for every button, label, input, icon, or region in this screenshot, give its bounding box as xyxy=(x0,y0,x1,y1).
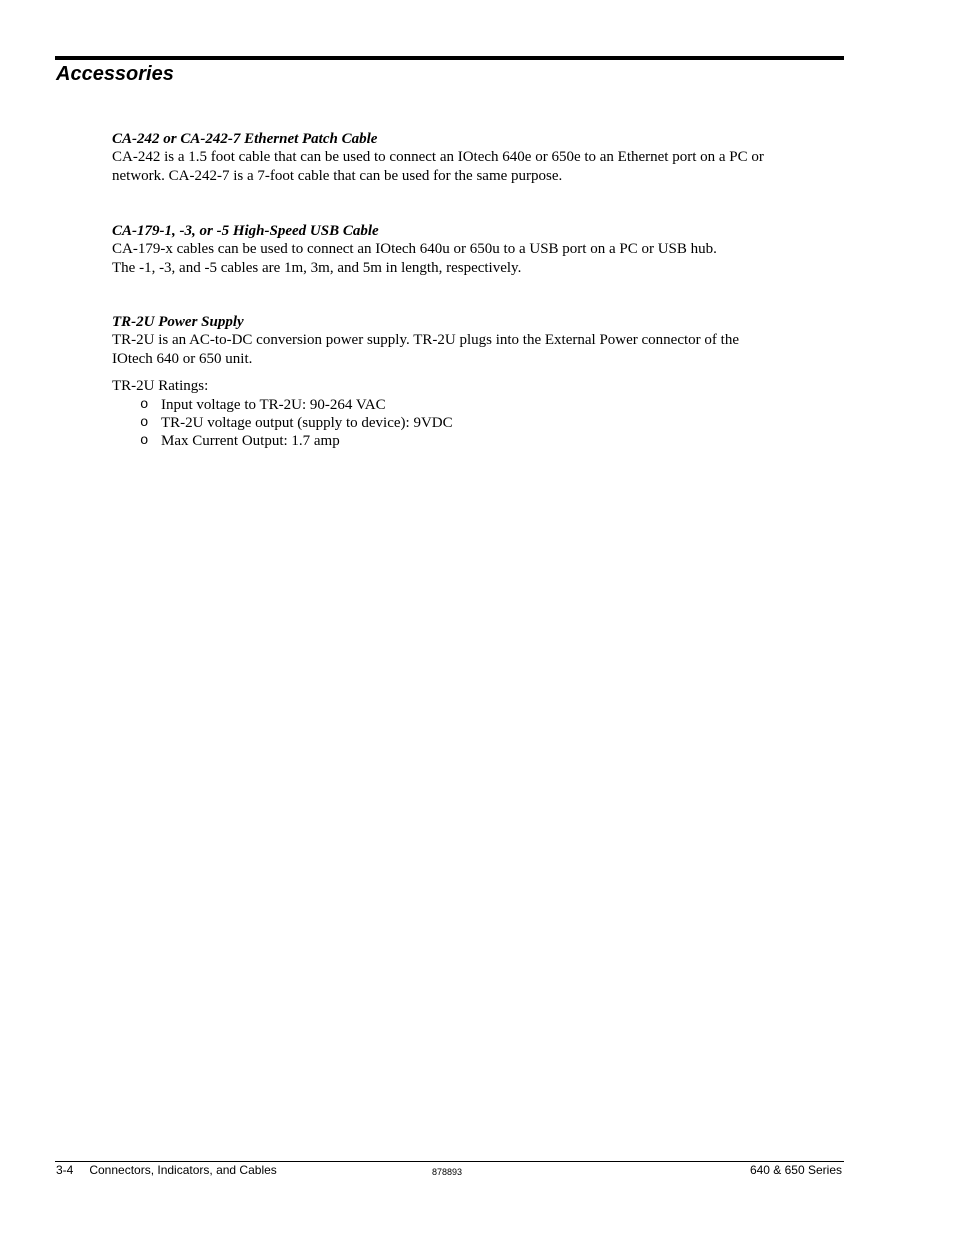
section-title: Accessories xyxy=(56,63,174,85)
ratings-list xyxy=(112,396,812,451)
entry-power-supply xyxy=(112,313,812,451)
entry-line: TR-2U is an AC-to-DC conversion power supply. TR-2U plugs into the External Power connector of the xyxy=(112,332,739,349)
circle-bullet-icon: o xyxy=(140,396,149,413)
entry-line: CA-179-x cables can be used to connect an IOtech 640u or 650u to a USB port on a PC or USB hub. xyxy=(112,241,717,258)
header-rule xyxy=(55,56,844,60)
entry-heading: TR-2U Power Supply xyxy=(112,314,244,330)
list-item-text: TR-2U voltage output (supply to device): 9VDC xyxy=(161,415,453,432)
chapter-title: Connectors, Indicators, and Cables xyxy=(89,1163,277,1177)
ratings-label: TR-2U Ratings: xyxy=(112,378,209,395)
entry-line: CA-242 is a 1.5 foot cable that can be used to connect an IOtech 640e or 650e to an Ethernet port on a PC or xyxy=(112,149,764,166)
list-item xyxy=(112,396,812,414)
circle-bullet-icon: o xyxy=(140,415,149,432)
series-name: 640 & 650 Series xyxy=(749,1163,842,1177)
entry-heading: CA-242 or CA-242-7 Ethernet Patch Cable xyxy=(112,131,378,147)
entry-line: IOtech 640 or 650 unit. xyxy=(112,350,253,367)
list-item xyxy=(112,432,812,450)
circle-bullet-icon: o xyxy=(140,433,149,450)
entry-ethernet-cable xyxy=(112,130,812,185)
entry-line: The -1, -3, and -5 cables are 1m, 3m, and 5m in length, respectively. xyxy=(112,259,522,276)
entry-usb-cable xyxy=(112,222,812,277)
entry-line: network. CA-242-7 is a 7-foot cable that can be used for the same purpose. xyxy=(112,167,563,184)
page-number: 3-4 xyxy=(56,1163,74,1177)
entry-heading: CA-179-1, -3, or -5 High-Speed USB Cable xyxy=(112,223,379,239)
doc-number: 878893 xyxy=(432,1167,463,1177)
list-item-text: Input voltage to TR-2U: 90-264 VAC xyxy=(161,396,386,413)
list-item-text: Max Current Output: 1.7 amp xyxy=(161,433,340,450)
list-item xyxy=(112,414,812,432)
footer-left xyxy=(56,1163,277,1178)
footer-rule xyxy=(55,1161,844,1162)
